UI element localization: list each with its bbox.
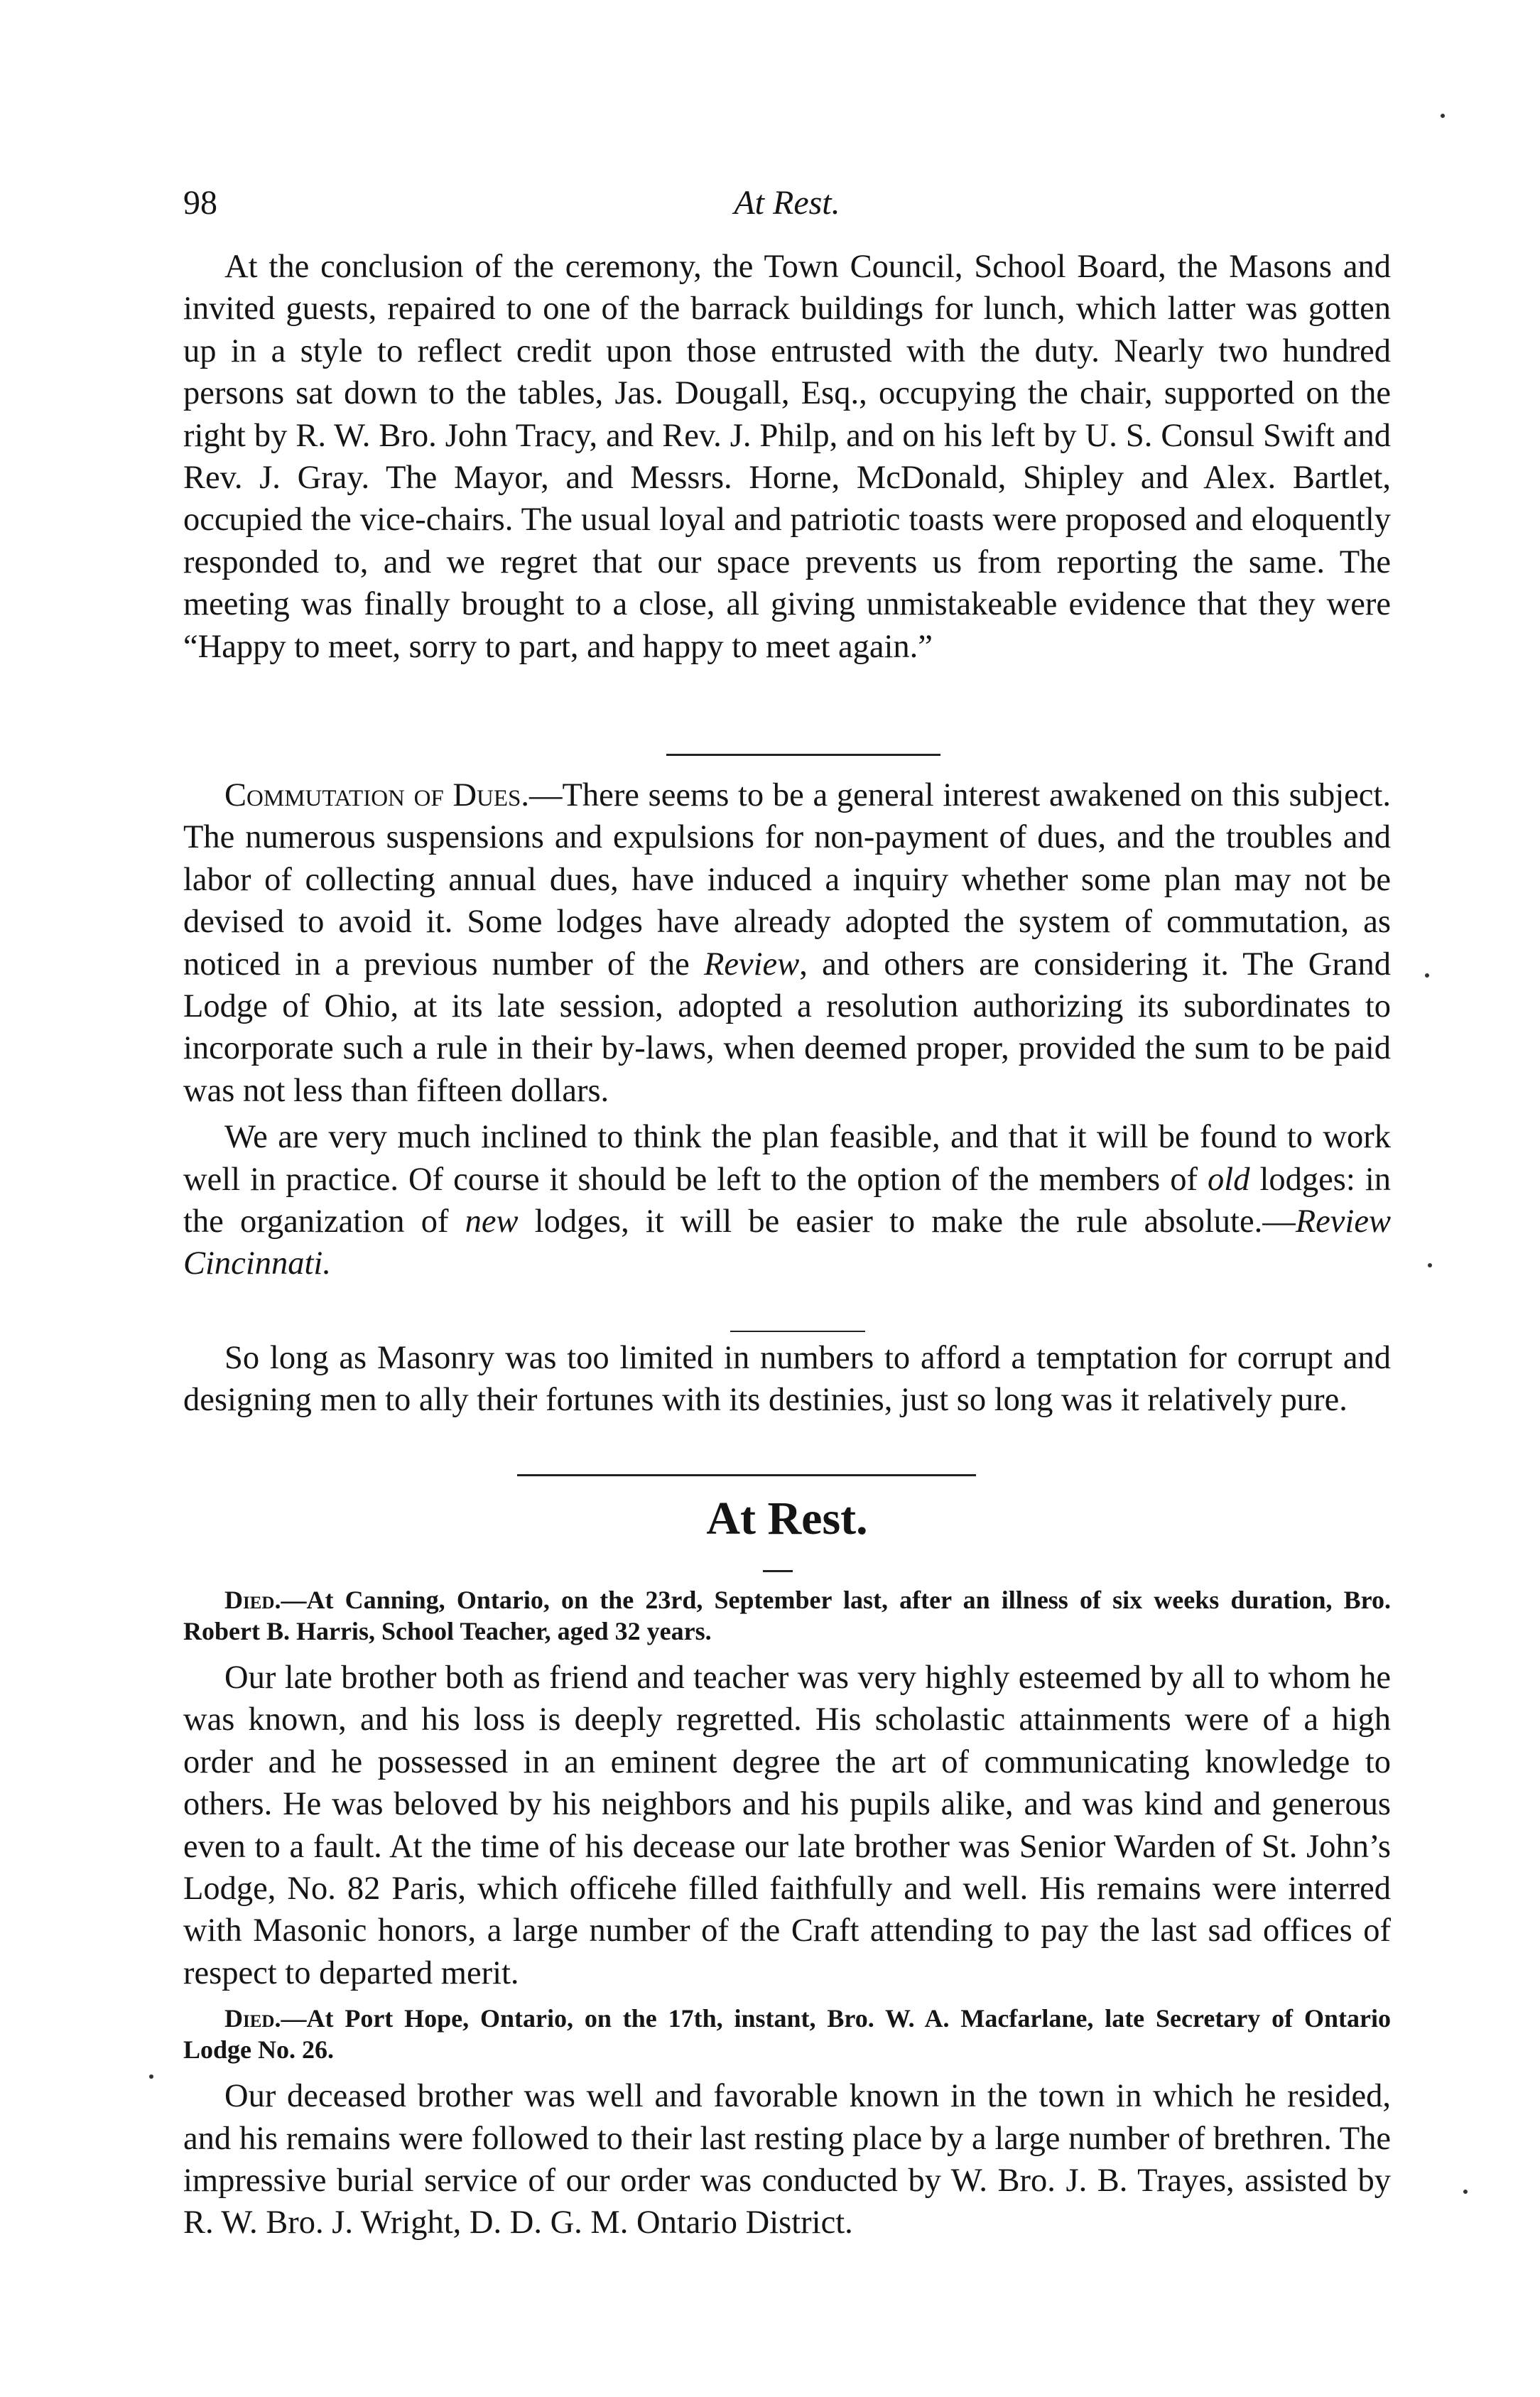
- harris-paragraph: Our late brother both as friend and teacher was very highly esteemed by all to whom he was known, and his loss is deeply regretted. His scholastic attainments were of a high order and he possessed in an eminent degree the art of communicating knowledge to others. He was beloved by his neighbors and his pupils alike, and was kind and generous even to a fault. At the time of his decease our late brother was Senior Warden of St. John’s Lodge, No. 82 Paris, which officehe filled faithfully and well. His remains were interred with Masonic honors, a large number of the Craft attending to pay the last sad offices of respect to departed merit.: [183, 1660, 1391, 1991]
- running-title: At Rest.: [734, 184, 840, 222]
- print-speck: [149, 2074, 153, 2079]
- death-notice-harris: Died.—At Canning, Ontario, on the 23rd, September last, after an illness of six weeks duration, Bro. Robert B. Harris, School Teacher, aged 32 years.: [183, 1586, 1391, 1645]
- title-dash: [763, 1570, 793, 1572]
- divider-rule-short: [730, 1331, 865, 1332]
- death-notice-macfarlane: Died.—At Port Hope, Ontario, on the 17th, instant, Bro. W. A. Macfarlane, late Secretary of Ontario Lodge No. 26.: [183, 2004, 1391, 2065]
- section-rule: [517, 1474, 976, 1476]
- obituaries-block: [183, 1584, 1391, 2244]
- page-number: 98: [183, 184, 217, 222]
- feasible-paragraph: We are very much inclined to think the plan feasible, and that it will be found to work well in practice. Of course it should be left to the option of the members of old lodges: in the organization of new lodges, it will be easier to make the rule absolute.—Review Cincinnati.: [183, 1119, 1391, 1282]
- commutation-block: [183, 774, 1391, 1285]
- commutation-paragraph: Commutation of Dues.—There seems to be a general interest awakened on this subject. The numerous suspensions and expulsions for non-payment of dues, and the troubles and labor of collecting annual dues, have induced a inquiry whether some plan may not be devised to avoid it. Some lodges have already adopted the system of commutation, as noticed in a previous number of the Review, and others are considering it. The Grand Lodge of Ohio, at its late session, adopted a resolution authorizing its subordinates to incorporate such a rule in their by-laws, when deemed proper, provided the sum to be paid was not less than fifteen dollars.: [183, 777, 1391, 1109]
- ceremony-paragraph: At the conclusion of the ceremony, the Town Council, School Board, the Masons and invited guests, repaired to one of the barrack buildings for lunch, which latter was gotten up in a style to reflect credit upon those entrusted with the duty. Nearly two hundred persons sat down to the tables, Jas. Dougall, Esq., occupying the chair, supported on the right by R. W. Bro. John Tracy, and Rev. J. Philp, and on his left by U. S. Consul Swift and Rev. J. Gray. The Mayor, and Messrs. Horne, McDonald, Shipley and Alex. Bartlet, occupied the vice-chairs. The usual loyal and patriotic toasts were proposed and eloquently responded to, and we regret that our space prevents us from reporting the same. The meeting was finally brought to a close, all giving unmistakeable evidence that they were “Happy to meet, sorry to part, and happy to meet again.”: [183, 249, 1391, 665]
- print-speck: [1441, 114, 1445, 118]
- print-speck: [1425, 973, 1429, 978]
- print-speck: [1463, 2190, 1468, 2194]
- macfarlane-paragraph: Our deceased brother was well and favorable known in the town in which he resided, and his remains were followed to their last resting place by a large number of brethren. The impressive burial service of our order was conducted by W. Bro. J. B. Trayes, assisted by R. W. Bro. J. Wright, D. D. G. M. Ontario District.: [183, 2078, 1391, 2241]
- masonry-block: [183, 1337, 1391, 1422]
- print-speck: [1428, 1263, 1432, 1267]
- section-title: At Rest.: [706, 1493, 868, 1544]
- page-header: [183, 183, 1391, 233]
- commutation-heading: Commutation of Dues.: [224, 777, 530, 813]
- divider-rule: [666, 754, 940, 756]
- ceremony-paragraph-block: [183, 246, 1391, 668]
- masonry-paragraph: So long as Masonry was too limited in numbers to afford a temptation for corrupt and designing men to ally their fortunes with its destinies, just so long was it relatively pure.: [183, 1340, 1391, 1419]
